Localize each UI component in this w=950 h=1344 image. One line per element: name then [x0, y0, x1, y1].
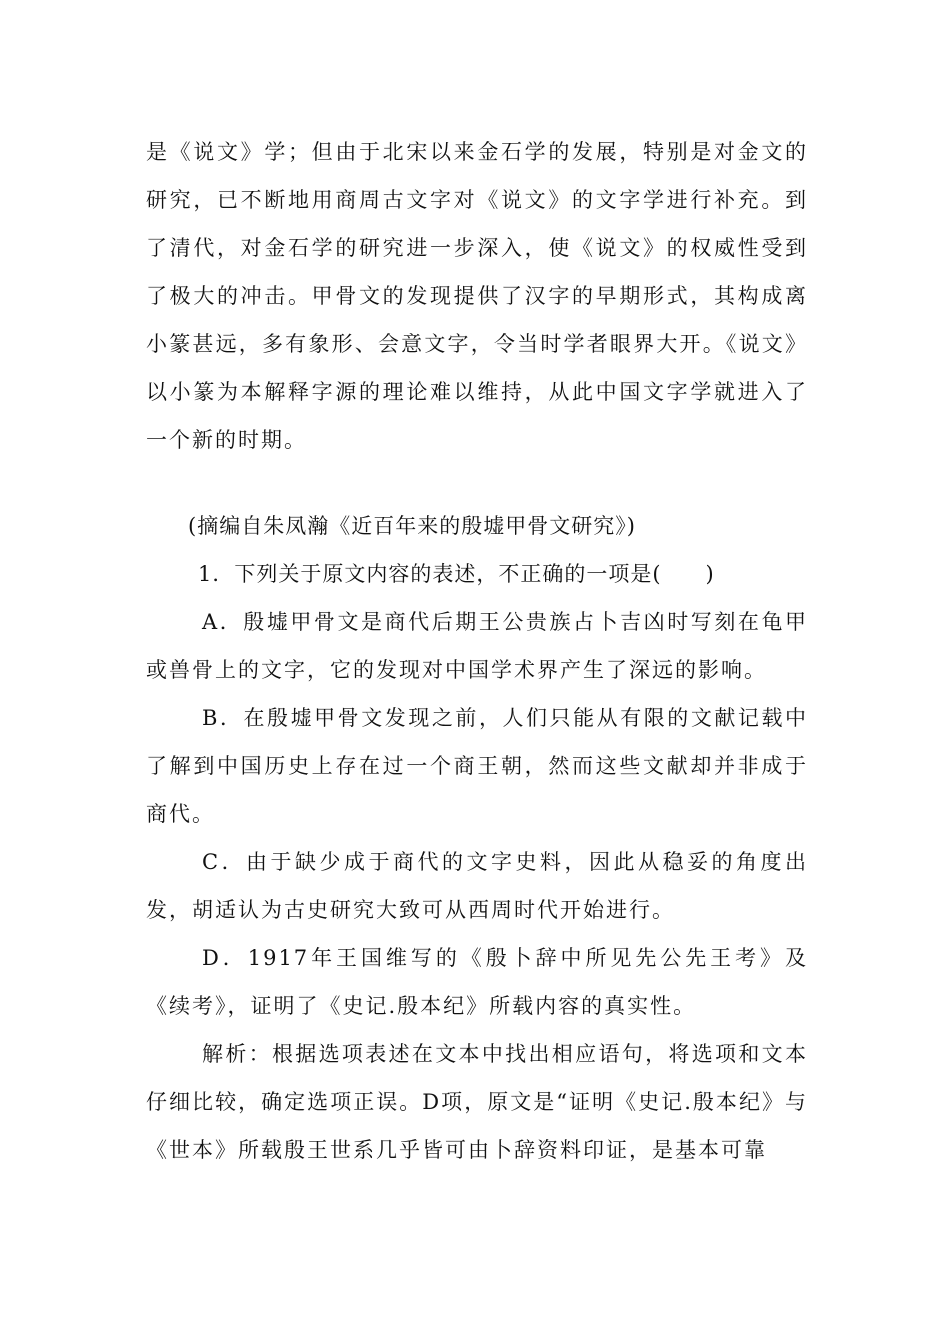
analysis-text: 解析：根据选项表述在文本中找出相应语句，将选项和文本仔细比较，确定选项正误。D项，原文是“证明《史记.殷本纪》与《世本》所载殷王世系几乎皆可由卜辞资料印证，是基本可靠 [146, 1042, 808, 1162]
passage-continuation: 是《说文》学；但由于北宋以来金石学的发展，特别是对金文的研究，已不断地用商周古文字对《说文》的文字学进行补充。到了清代，对金石学的研究进一步深入，使《说文》的权威性受到了极大的冲击。甲骨文的发现提供了汉字的早期形式，其构成离小篆甚远，多有象形、会意文字，令当时学者眼界大开。《说文》以小篆为本解释字源的理论难以维持，从此中国文字学就进入了一个新的时期。 [146, 140, 808, 452]
question-stem: 1．下列关于原文内容的表述，不正确的一项是( ) [198, 562, 715, 586]
option-b: B．在殷墟甲骨文发现之前，人们只能从有限的文献记载中了解到中国历史上存在过一个商王朝，然而这些文献却并非成于商代。 [146, 706, 808, 826]
option-d: D．1917年王国维写的《殷卜辞中所见先公先王考》及《续考》，证明了《史记.殷本纪》所载内容的真实性。 [146, 946, 808, 1018]
option-c: C．由于缺少成于商代的文字史料，因此从稳妥的角度出发，胡适认为古史研究大致可从西周时代开始进行。 [146, 850, 808, 922]
document-page [146, 128, 808, 1174]
paragraph-gap [146, 464, 808, 502]
option-a: A．殷墟甲骨文是商代后期王公贵族占卜吉凶时写刻在龟甲或兽骨上的文字，它的发现对中国学术界产生了深远的影响。 [146, 610, 808, 682]
passage-source: (摘编自朱凤瀚《近百年来的殷墟甲骨文研究》) [188, 514, 636, 538]
